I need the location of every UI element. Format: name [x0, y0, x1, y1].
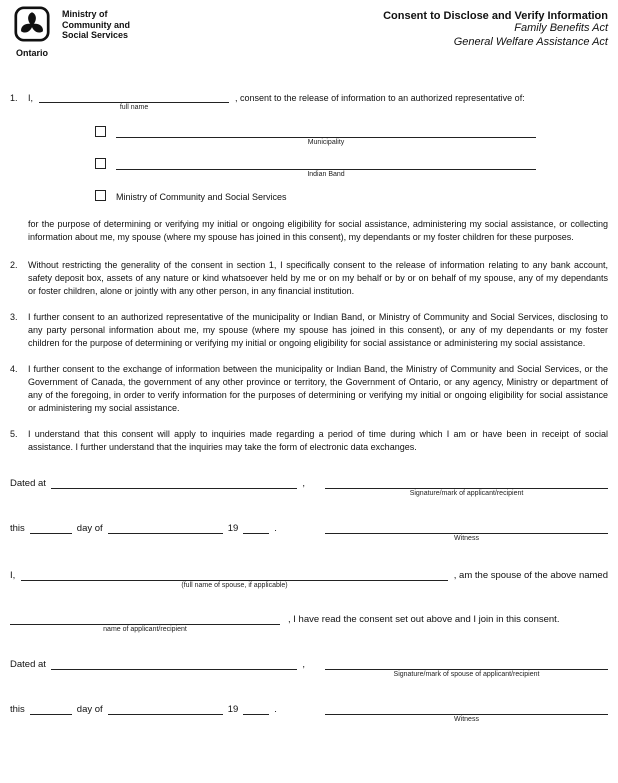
spouse-day-field[interactable]	[30, 704, 72, 715]
section-3-number: 3.	[10, 312, 18, 322]
municipality-caption: Municipality	[307, 139, 345, 146]
ministry-option-label: Ministry of Community and Social Services	[116, 191, 287, 202]
section-5-text: I understand that this consent will apply to inquiries made regarding a period of time during which I am or have been in receipt of social assistance. I further understand that the inquiries may take the form of electronic data exchanges.	[28, 429, 608, 452]
consent-intro-text: , consent to the release of information to an authorized representative of:	[235, 93, 525, 103]
section-1-number: 1.	[10, 93, 18, 103]
municipality-field[interactable]	[116, 127, 536, 146]
spouse-signature-field[interactable]	[325, 659, 608, 678]
this-label: this	[10, 523, 25, 534]
spouse-this-label: this	[10, 704, 25, 715]
act-name-1: Family Benefits Act	[514, 22, 608, 34]
spouse-day-of-label: day of	[76, 704, 103, 715]
full-name-field[interactable]	[39, 92, 229, 111]
spouse-witness-caption: Witness	[454, 716, 479, 723]
spouse-dated-at-label: Dated at	[10, 659, 46, 670]
ministry-checkbox[interactable]	[95, 190, 106, 201]
section-2-number: 2.	[10, 260, 18, 270]
spouse-name-caption: (full name of spouse, if applicable)	[181, 582, 288, 589]
spouse-witness-signature-field[interactable]	[325, 704, 608, 723]
year-field[interactable]	[243, 523, 269, 534]
section-3-text: I further consent to an authorized representative of the municipality or Indian Band, or Ministry of Community and Social Services, disclosing to any party personal information about me, my spouse (where my spouse has joined in this consent), or any of my dependants or my foster children for the purpose of determining or verifying my initial or ongoing eligibility for social assistance or administering my social assistance.	[28, 312, 608, 348]
applicant-signature-block: Dated at , Signature/mark of applicant/recipient this day of 19 . Witness	[10, 478, 608, 534]
day-field[interactable]	[30, 523, 72, 534]
section-4-text: I further consent to the exchange of information between the municipality or Indian Band, the Ministry of Community and Social Services, or the Government of Canada, the government of any other province or territory, the Government of Ontario, or any agency, Ministry or department of any of the foregoing, in order to verify information for the purposes of determining or verifying my initial or ongoing eligibility for social assistance or administering my social assistance.	[28, 364, 608, 413]
year-prefix: 19	[227, 523, 239, 534]
form-titles	[383, 6, 608, 58]
full-name-caption: full name	[119, 104, 149, 111]
section-4-number: 4.	[10, 364, 18, 374]
section-5-number: 5.	[10, 429, 18, 439]
indian-band-field[interactable]	[116, 159, 536, 178]
ontario-wordmark: Ontario	[15, 48, 48, 58]
witness-caption: Witness	[454, 535, 479, 542]
ontario-trillium-logo-icon	[14, 6, 50, 47]
spouse-of-text: , am the spouse of the above named	[453, 570, 608, 581]
spouse-i-label: I,	[10, 570, 16, 581]
spouse-dated-at-place-field[interactable]	[51, 659, 297, 670]
spouse-consent-block	[10, 570, 608, 633]
ontario-brand	[10, 6, 130, 58]
spouse-month-field[interactable]	[108, 704, 223, 715]
month-field[interactable]	[108, 523, 223, 534]
section-2-text: Without restricting the generality of the consent in section 1, I specifically consent to the release of information relating to any bank account, safety deposit box, assets of any nature or kind whatsoever held by me or on my behalf or by or on behalf of my spouse, any of my dependants or foster children, alone or jointly with any other person, in any financial institution.	[28, 260, 608, 296]
dated-at-place-field[interactable]	[51, 478, 297, 489]
form-header	[10, 6, 608, 58]
applicant-name-field[interactable]	[10, 614, 280, 633]
applicant-signature-caption: Signature/mark of applicant/recipient	[409, 490, 524, 497]
municipality-checkbox[interactable]	[95, 126, 106, 137]
purpose-paragraph: for the purpose of determining or verifying my initial or ongoing eligibility for social assistance, administering my social assistance, or collecting information about me, my spouse (where my spouse has joined in this consent), my dependants or my foster children for these purposes.	[28, 219, 608, 242]
spouse-signature-caption: Signature/mark of spouse of applicant/recipient	[393, 671, 540, 678]
day-of-label: day of	[76, 523, 103, 534]
form-title: Consent to Disclose and Verify Information	[383, 10, 608, 22]
spouse-name-field[interactable]	[21, 570, 448, 589]
indian-band-caption: Indian Band	[307, 171, 345, 178]
spouse-year-field[interactable]	[243, 704, 269, 715]
join-consent-text: , I have read the consent set out above and I join in this consent.	[288, 614, 560, 625]
spouse-year-prefix: 19	[227, 704, 239, 715]
act-name-2: General Welfare Assistance Act	[453, 35, 608, 48]
dated-at-label: Dated at	[10, 478, 46, 489]
applicant-signature-field[interactable]	[325, 478, 608, 497]
indian-band-checkbox[interactable]	[95, 158, 106, 169]
witness-signature-field[interactable]	[325, 523, 608, 542]
applicant-name-caption: name of applicant/recipient	[103, 626, 187, 633]
ministry-name: Ministry of Community and Social Services	[62, 9, 131, 40]
i-label: I,	[28, 93, 34, 103]
spouse-signature-block: Dated at , Signature/mark of spouse of applicant/recipient this day of 19 . Witness	[10, 659, 608, 715]
